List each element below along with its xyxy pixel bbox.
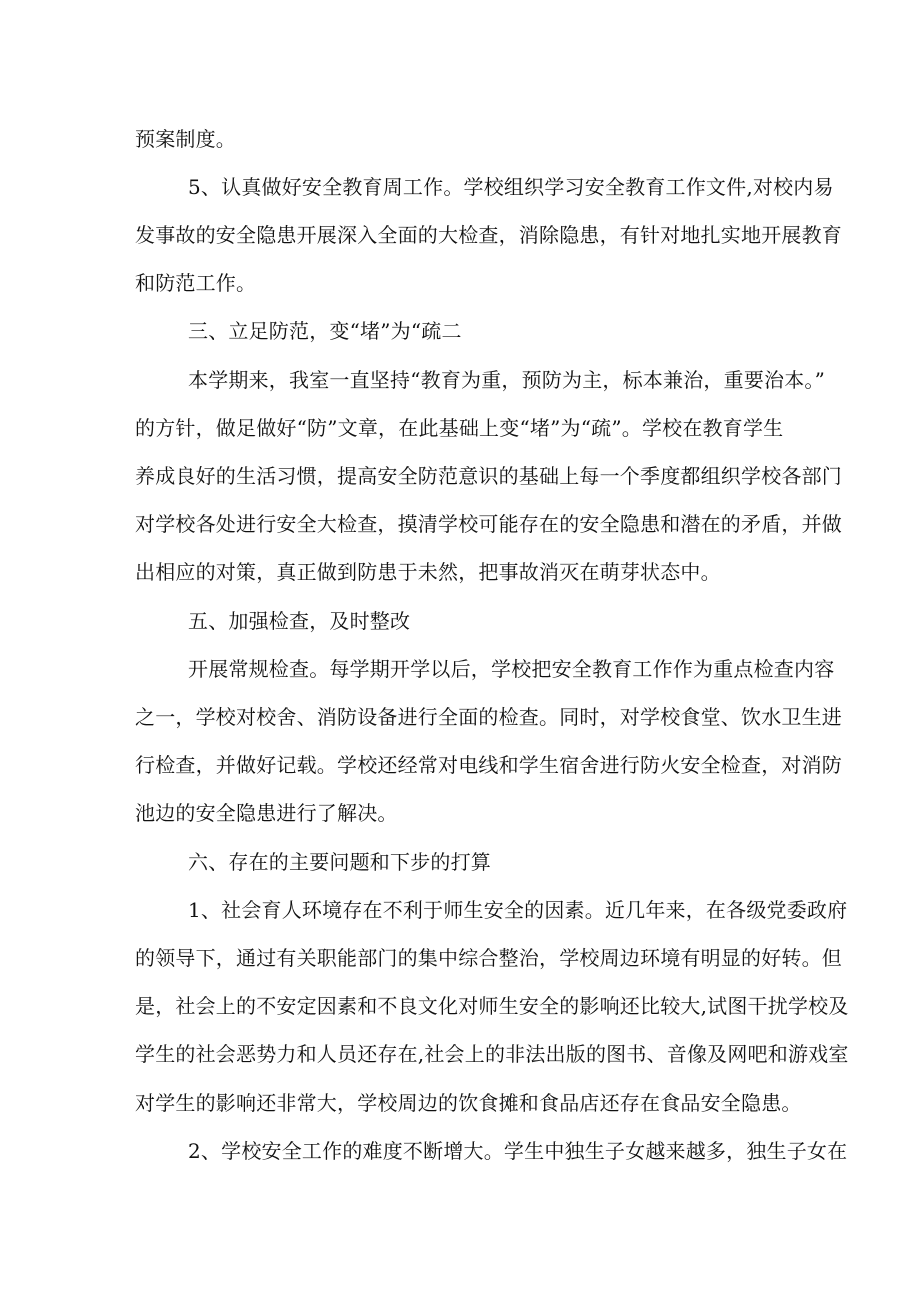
text-line: 行检查，并做好记载。学校还经常对电线和学生宿舍进行防火安全检查，对消防 [135,753,842,777]
text-line: 预案制度。 [135,127,236,151]
text-line: 5、认真做好安全教育周工作。学校组织学习安全教育工作文件,对校内易 [188,175,834,199]
text-line: 之一，学校对校舍、消防设备进行全面的检查。同时，对学校食堂、饮水卫生进 [135,705,842,729]
text-line: 对学生的影响还非常大，学校周边的饮食摊和食品店还存在食品安全隐患。 [135,1091,802,1115]
text-line: 的领导下，通过有关职能部门的集中综合整治，学校周边环境有明显的好转。但 [135,946,842,970]
text-line: 发事故的安全隐患开展深入全面的大检查，消除隐患，有针对地扎实地开展教育 [135,223,842,247]
text-line: 养成良好的生活习惯，提高安全防范意识的基础上每一个季度都组织学校各部门 [135,464,842,488]
text-line: 和防范工作。 [135,271,257,295]
text-line: 对学校各处进行安全大检查，摸清学校可能存在的安全隐患和潜在的矛盾，并做 [135,512,842,536]
text-line: 的方针，做足做好“防”文章，在此基础上变“堵”为“疏”。学校在教育学生 [135,416,784,440]
text-line: 1、社会育人环境存在不利于师生安全的因素。近几年来，在各级党委政府 [188,898,848,922]
section-heading: 六、存在的主要问题和下步的打算 [188,850,491,874]
text-line: 本学期来，我室一直坚持“教育为重，预防为主，标本兼治，重要治本。” [188,368,826,392]
text-line: 出相应的对策，真正做到防患于未然，把事故消灭在萌芽状态中。 [135,560,721,584]
section-heading: 五、加强检查，及时整改 [188,609,411,633]
text-line: 是，社会上的不安定因素和不良文化对师生安全的影响还比较大,试图干扰学校及 [135,994,849,1018]
section-heading: 三、立足防范，变“堵”为“疏二 [188,319,462,343]
text-line: 学生的社会恶势力和人员还存在,社会上的非法出版的图书、音像及网吧和游戏室 [135,1042,849,1066]
text-line: 开展常规检查。每学期开学以后，学校把安全教育工作作为重点检查内容 [188,657,835,681]
text-line: 池边的安全隐患进行了解决。 [135,801,398,825]
text-line: 2、学校安全工作的难度不断增大。学生中独生子女越来越多，独生子女在 [188,1139,848,1163]
